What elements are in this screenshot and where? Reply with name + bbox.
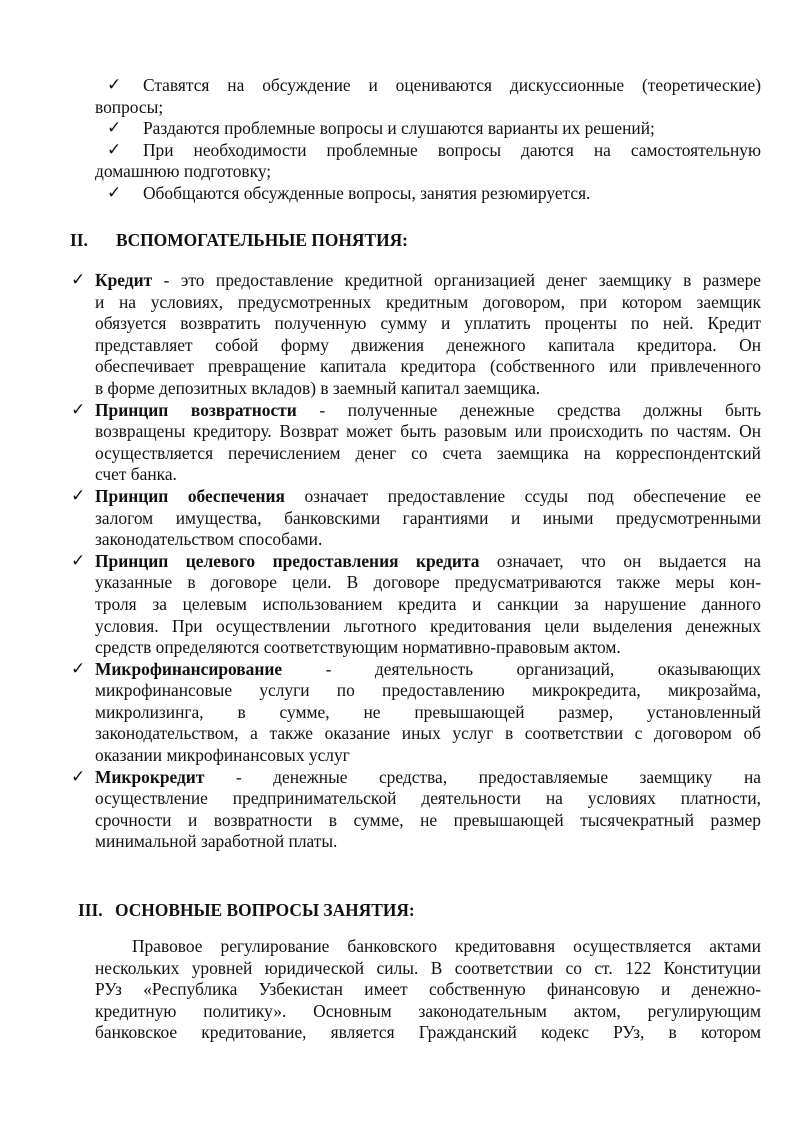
- list-item: [95, 118, 761, 140]
- definition-first-line: [95, 551, 761, 573]
- checkmark-icon: ✓: [71, 485, 86, 506]
- definitions-list: [71, 270, 762, 853]
- definition-line: возвращены кредитору. Возврат может быть разовым или происходить по частям. Он: [95, 421, 761, 442]
- definition-text: - это предоставление кредитной организацией денег заемщику в размере: [152, 270, 761, 290]
- definition-term: Кредит: [95, 270, 153, 290]
- checkmark-icon: ✓: [71, 270, 86, 290]
- list-item-line: Раздаются проблемные вопросы и слушаются варианты их решений;: [143, 118, 655, 139]
- paragraph-line: кредитную политику». Основным законодательным актом, регулирующим: [95, 1000, 761, 1021]
- definition-line: срочности и возвратности в сумме, не превышающей тысячекратный размер: [95, 809, 761, 830]
- list-item-line: Обобщаются обсужденные вопросы, занятия резюмируется.: [143, 182, 591, 203]
- definition-item: [71, 485, 761, 551]
- definition-term: Микрокредит: [95, 766, 205, 787]
- list-item: [95, 140, 761, 183]
- checkmark-icon: ✓: [107, 75, 122, 95]
- paragraph-line: Правовое регулирование банковского кредитовавня осуществляется актами: [132, 936, 761, 956]
- discussion-steps-list: [95, 75, 761, 205]
- definition-line: микрофинансовые услуги по предоставлению микрокредита, микрозайма,: [95, 680, 761, 701]
- definition-item: [71, 658, 761, 767]
- definition-item: [71, 766, 761, 853]
- section-heading: [78, 900, 415, 922]
- definition-text: - полученные денежные средства должны быть: [296, 399, 762, 420]
- definition-first-line: [95, 486, 761, 508]
- list-item-line: При необходимости проблемные вопросы даются на самостоятельную: [143, 139, 761, 160]
- definition-line: обязуется возвратить полученную сумму и уплатить проценты по ней. Кредит: [95, 313, 761, 334]
- section-title: ВСПОМОГАТЕЛЬНЫЕ ПОНЯТИЯ:: [116, 230, 408, 250]
- definition-line: осуществление предпринимательской деятельности на условиях платности,: [95, 788, 761, 809]
- checkmark-icon: ✓: [71, 658, 86, 679]
- definition-line: и на условиях, предусмотренных кредитным договором, при котором заемщик: [95, 291, 761, 312]
- definition-text: - денежные средства, предоставляемые заемщику на: [204, 766, 761, 787]
- checkmark-icon: ✓: [71, 550, 86, 571]
- definition-term: Принцип целевого предоставления кредита: [95, 550, 480, 571]
- definition-line: обеспечивает превращение капитала кредитора (собственного или привлеченного: [95, 356, 761, 377]
- definition-first-line: [95, 270, 761, 292]
- definition-line: осуществляется перечислением денег со счета заемщика на корреспондентский: [95, 442, 761, 463]
- definition-term: Принцип возвратности: [95, 399, 297, 420]
- list-item-line: Ставятся на обсуждение и оцениваются дискуссионные (теоретические): [143, 75, 761, 95]
- definition-first-line: [95, 767, 761, 789]
- definition-line: указанные в договоре цели. В договоре предусматриваются также меры кон-: [95, 572, 761, 593]
- definition-text: - деятельность организаций, оказывающих: [282, 658, 761, 679]
- paragraph-line: нескольких уровней юридической силы. В соответствии со ст. 122 Конституции: [95, 957, 761, 978]
- definition-line: законодательством, а также оказание иных услуг в соответствии с договором об: [95, 723, 761, 744]
- definition-item: [71, 399, 762, 486]
- definition-line: законодательством способами.: [95, 529, 323, 550]
- definition-item: [71, 270, 761, 400]
- list-item-line: вопросы;: [95, 96, 164, 117]
- definition-line: представляет собой форму движения денежного капитала кредитора. Он: [95, 334, 761, 355]
- definition-line: в форме депозитных вкладов) в заемный капитал заемщика.: [95, 377, 541, 398]
- definition-term: Микрофинансирование: [95, 658, 283, 679]
- definition-text: означает предоставление ссуды под обеспечение ее: [284, 485, 761, 506]
- checkmark-icon: ✓: [107, 139, 122, 160]
- list-item: [95, 183, 761, 205]
- checkmark-icon: ✓: [107, 182, 122, 203]
- definition-line: счет банка.: [95, 464, 177, 485]
- definition-line: оказании микрофинансовых услуг: [95, 745, 350, 766]
- definition-line: залогом имущества, банковскими гарантиями и иными предусмотренными: [95, 507, 761, 528]
- definition-item: [71, 550, 762, 659]
- body-paragraph: [95, 936, 761, 1044]
- paragraph-line: банковское кредитование, является Гражданский кодекс РУз, в котором: [95, 1022, 761, 1043]
- checkmark-icon: ✓: [71, 766, 86, 787]
- section-number: II.: [70, 230, 88, 250]
- paragraph-line: РУз «Республика Узбекистан имеет собственную финансовую и денежно-: [95, 979, 761, 1000]
- section-heading: [70, 230, 408, 252]
- checkmark-icon: ✓: [107, 118, 122, 139]
- section-number: III.: [78, 900, 103, 920]
- definition-term: Принцип обеспечения: [95, 485, 285, 506]
- section-title: ОСНОВНЫЕ ВОПРОСЫ ЗАНЯТИЯ:: [115, 900, 415, 920]
- definition-first-line: [95, 400, 761, 422]
- list-item-line: домашнюю подготовку;: [95, 161, 272, 182]
- definition-line: троля за целевым использованием кредита и санкции за нарушение данного: [95, 593, 761, 614]
- definition-line: минимальной заработной платы.: [95, 831, 338, 852]
- definition-text: означает, что он выдается на: [479, 550, 762, 571]
- definition-line: условия. При осуществлении льготного кредитования цели выделения денежных: [95, 615, 761, 636]
- definition-first-line: [95, 659, 761, 681]
- checkmark-icon: ✓: [71, 399, 86, 420]
- list-item: [95, 75, 761, 118]
- definition-line: средств определяются соответствующим нормативно-правовым актом.: [95, 637, 621, 658]
- definition-line: микролизинга, в сумме, не превышающей размер, установленный: [95, 701, 761, 722]
